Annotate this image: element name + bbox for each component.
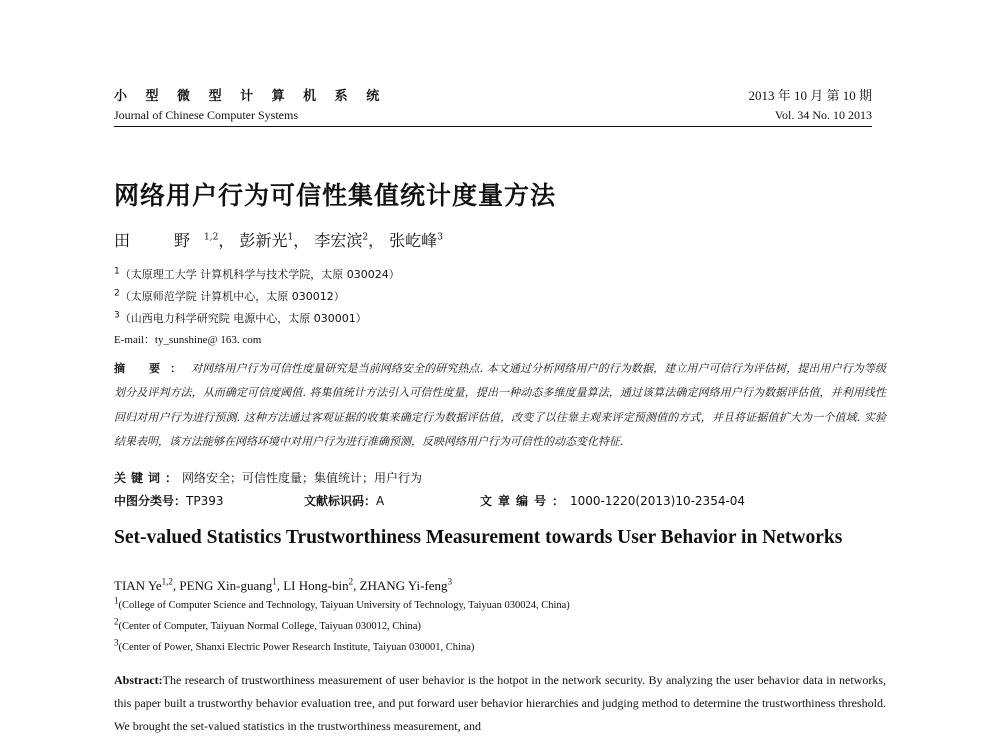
abstract-label-cn: 摘 要： [114, 362, 192, 375]
author-cn: 张屹峰 [389, 231, 438, 250]
author-en: PENG Xin-guang [179, 578, 273, 593]
affiliation-cn: $^3$（山西电力科学研究院 电源中心，太原 030001） [114, 310, 367, 325]
journal-name-en: Journal of Chinese Computer Systems [114, 108, 298, 122]
article-number: 文章编号：1000-1220(2013)10-2354-04 [480, 494, 746, 508]
abstract-en [114, 669, 886, 738]
abstract-label-en: Abstract: [114, 673, 163, 687]
affiliation-cn: $^1$（太原理工大学 计算机科学与技术学院，太原 030024） [114, 266, 400, 281]
author-en: TIAN Ye [114, 578, 162, 593]
keywords-cn: 关键词：网络安全；可信性度量；集值统计；用户行为 [114, 471, 423, 485]
header-rule [114, 126, 872, 127]
issue-info-cn: 2013 年 10 月 第 10 期 [748, 88, 872, 103]
affiliation-en: $^3$(Center of Power, Shanxi Electric Power Research Institute, Taiyuan 030001, China) [114, 637, 475, 653]
affiliation-cn: $^2$（太原师范学院 计算机中心，太原 030012） [114, 288, 345, 303]
clc-number: 中图分类号：TP393 [114, 494, 224, 508]
author-list-en: TIAN Ye$^{1,2}$, PENG Xin-guang$^1$, LI Hong-bin$^2$, ZHANG Yi-feng$^3$ [114, 576, 453, 593]
abstract-cn [114, 357, 886, 455]
author-list-cn: 田 野$^{1,2}$， 彭新光$^1$， 李宏滨$^2$， 张屹峰$^3$ [114, 231, 443, 250]
paper-title-en: Set-valued Statistics Trustworthiness Measurement towards User Behavior in Networks [114, 527, 843, 548]
abstract-text-cn: 对网络用户行为可信性度量研究是当前网络安全的研究热点. 本文通过分析网络用户的行为数据，建立用户可信行为评估树，提出用户行为等级划分及评判方法，从而确定可信度阈值. 将集值统计方法引入可信性度量，提出一种动态多维度量算法，通过该算法确定网络用户行为数据评估值，并利用线性回归对用户行为进行预测. 这种方法通过客观证据的收集来确定行为数据评估值，改变了以往靠主观来评定预测值的方式，并且将证据值扩大为一个值域. 实验结果表明，该方法能够在网络环境中对用户行为进行准确预测，反映网络用户行为可信性的动态变化特征. [114, 362, 886, 449]
document-code: 文献标识码：A [304, 494, 385, 508]
affiliation-en: $^2$(Center of Computer, Taiyuan Normal College, Taiyuan 030012, China) [114, 616, 421, 632]
affiliation-en: $^1$(College of Computer Science and Technology, Taiyuan University of Technology, Taiyuan 030024, China) [114, 595, 570, 611]
abstract-text-en: The research of trustworthiness measurement of user behavior is the hotpot in the network security. By analyzing the user behavior data in networks, this paper built a trustworthy behavior evaluation tree, and put forward user behavior hierarchies and judging method to determine the trustworthiness threshold. We brought the set-valued statistics in the trustworthiness measurement, and [114, 673, 886, 733]
issue-info-en: Vol. 34 No. 10 2013 [774, 108, 872, 122]
author-en: ZHANG Yi-feng [359, 578, 448, 593]
paper-title-cn: 网络用户行为可信性集值统计度量方法 [114, 181, 557, 210]
author-cn: 彭新光 [239, 231, 288, 250]
author-cn: 李宏滨 [314, 231, 363, 250]
journal-name-cn: 小 型 微 型 计 算 机 系 统 [114, 89, 387, 104]
contact-email: E-mail：ty_sunshine@ 163. com [114, 334, 262, 346]
author-en: LI Hong-bin [283, 578, 349, 593]
author-cn: 田 野 [114, 231, 205, 250]
